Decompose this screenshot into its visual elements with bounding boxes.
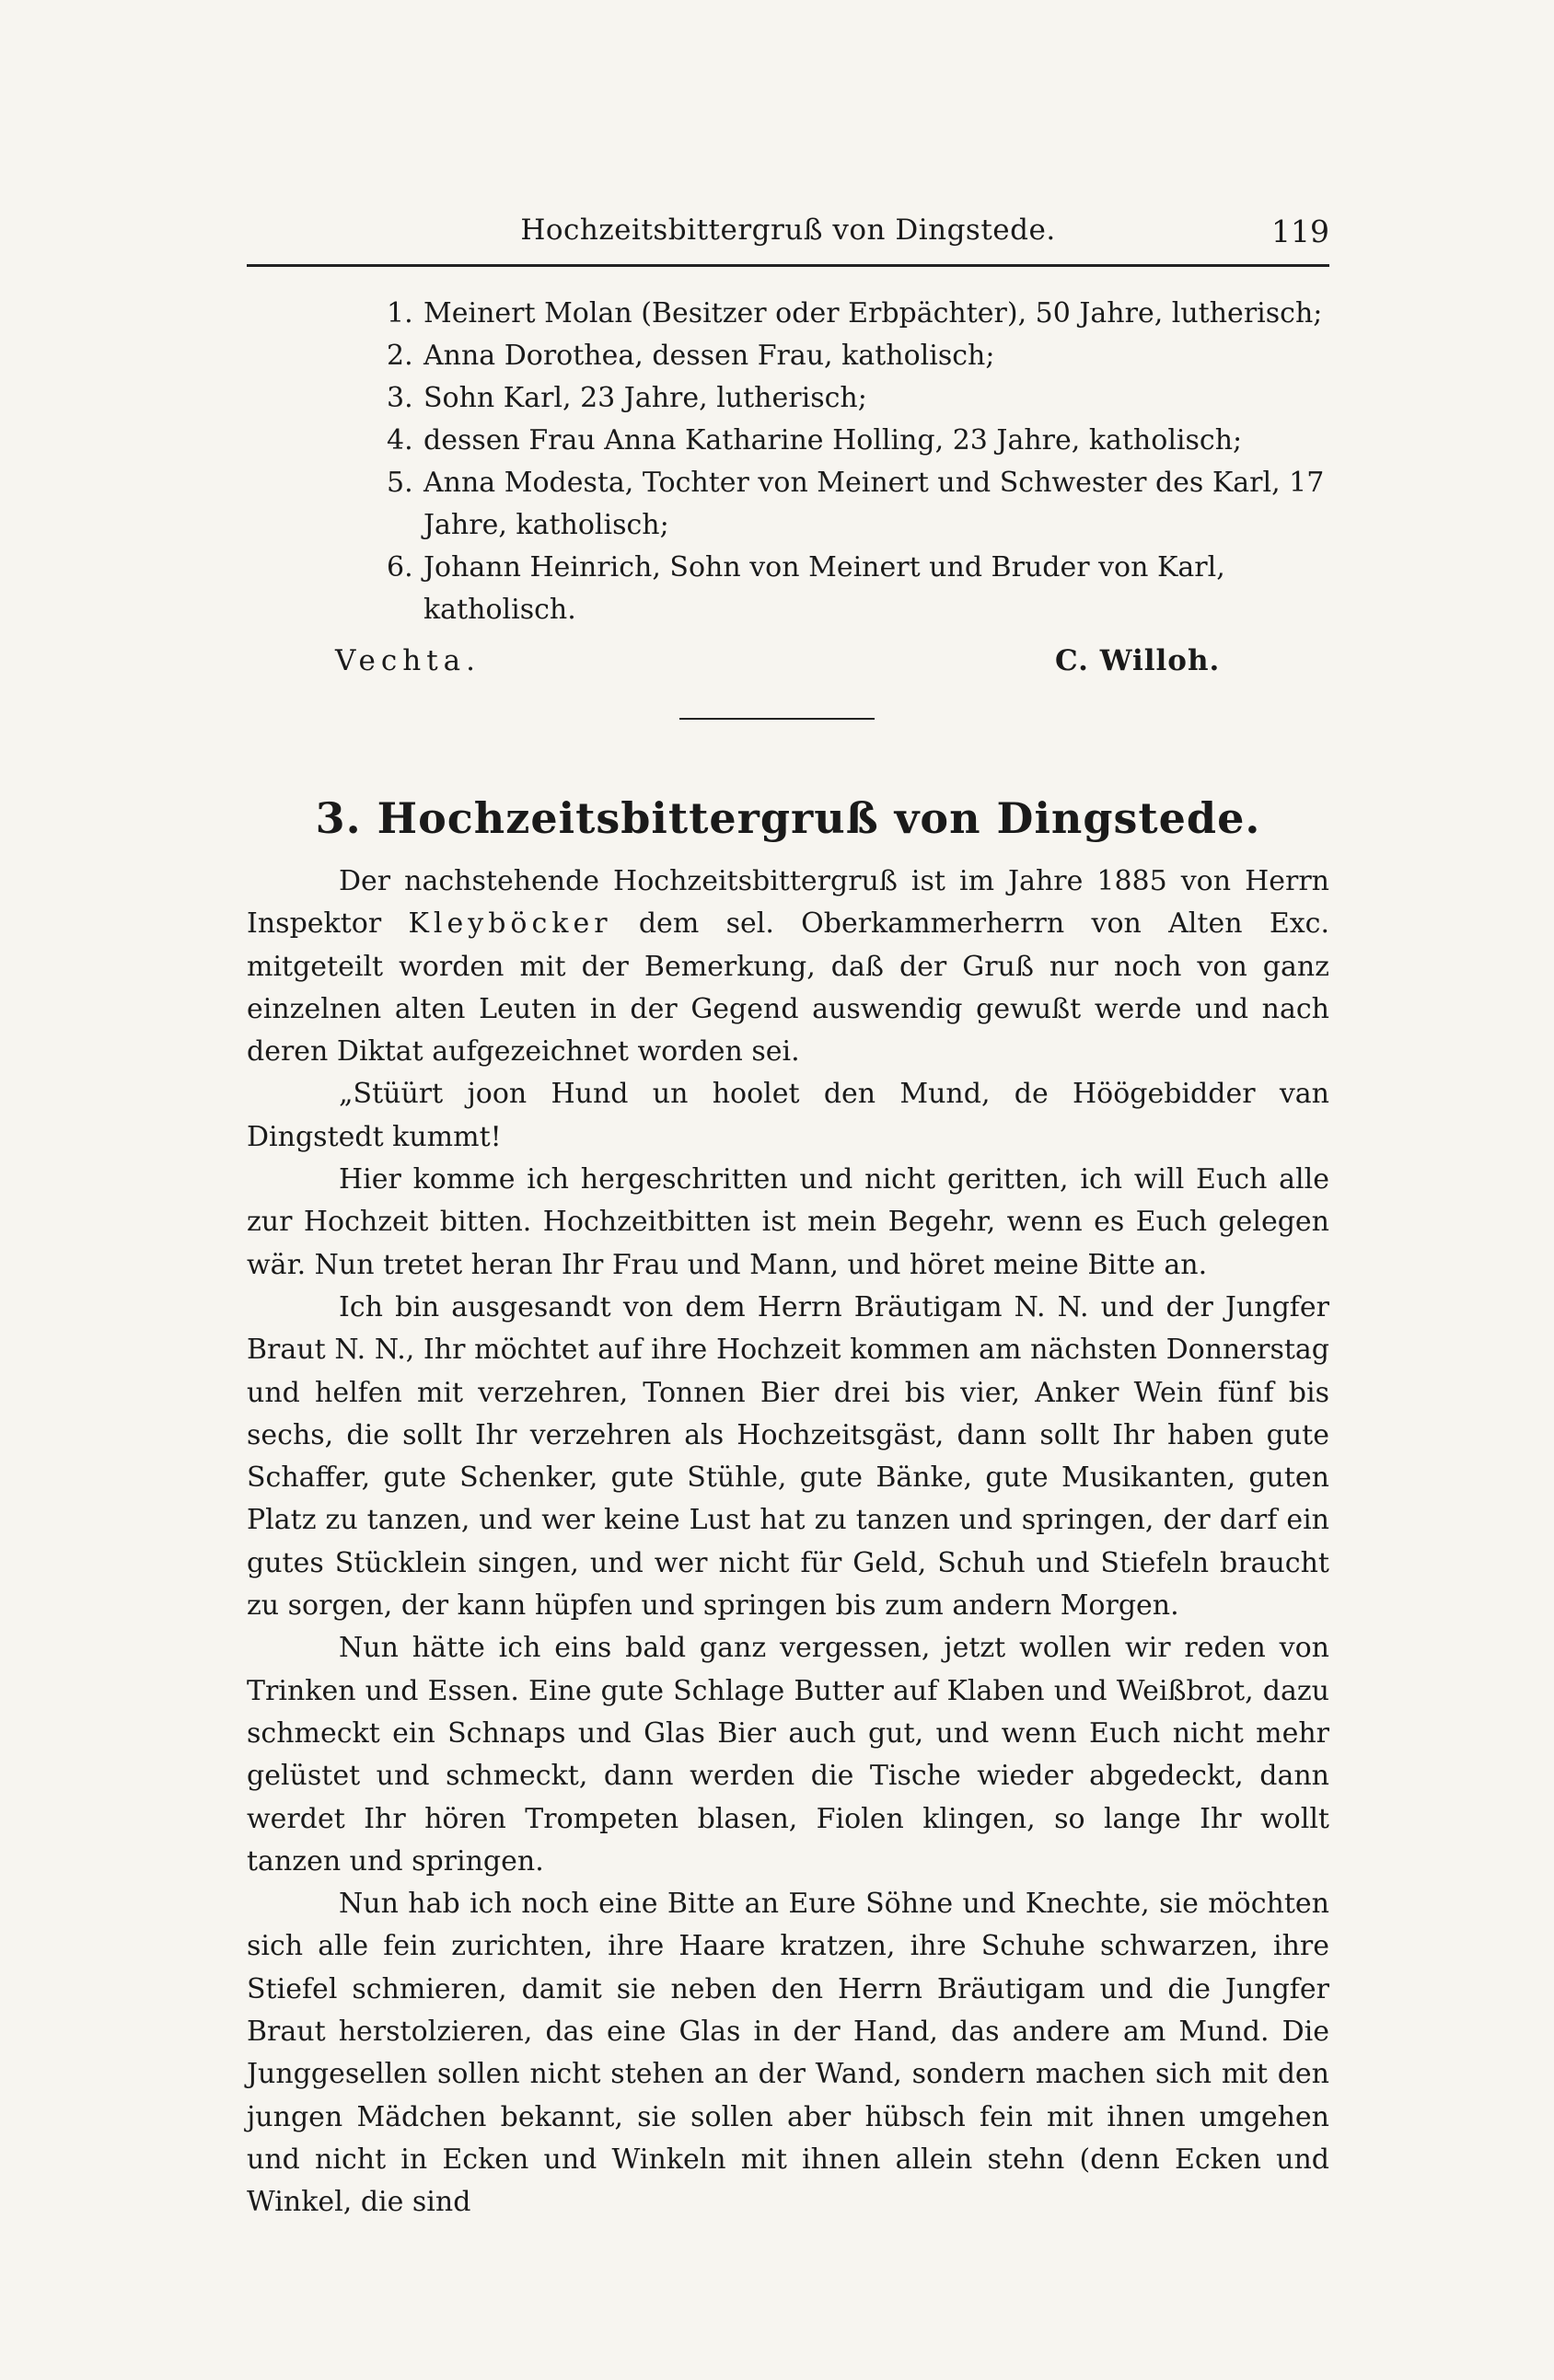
list-text: Johann Heinrich, Sohn von Meinert und Bruder von Karl, katholisch.	[423, 551, 1225, 626]
intro-text-part2: dem sel. Oberkammerherrn von Alten Exc. mitgeteilt worden mit der Bemerkung, daß der Gruß nur noch von ganz einzelnen alten Leuten in der Gegend auswendig gewußt werde und nach deren Diktat aufgezeichnet worden sei.	[247, 907, 1329, 1069]
list-item	[368, 420, 1329, 462]
list-text: Meinert Molan (Besitzer oder Erbpächter), 50 Jahre, lutherisch;	[423, 297, 1323, 329]
list-item	[368, 462, 1329, 547]
running-title: Hochzeitsbittergruß von Dingstede.	[520, 214, 1056, 247]
list-text: Anna Modesta, Tochter von Meinert und Schwester des Karl, 17 Jahre, katholisch;	[423, 467, 1325, 541]
list-number: 2.	[387, 340, 413, 372]
list-text: dessen Frau Anna Katharine Holling, 23 Jahre, katholisch;	[423, 424, 1243, 456]
body-paragraph: Nun hab ich noch eine Bitte an Eure Söhne und Knechte, sie möchten sich alle fein zurichten, ihre Haare kratzen, ihre Schuhe schwarzen, ihre Stiefel schmieren, damit sie neben den Herrn Bräutigam und die Jungfer Braut herstolzieren, das eine Glas in der Hand, das andere am Mund. Die Junggesellen sollen nicht stehen an der Wand, sondern machen sich mit den jungen Mädchen bekannt, sie sollen aber hübsch fein mit ihnen umgehen und nicht in Ecken und Winkeln mit ihnen allein stehn (denn Ecken und Winkel, die sind	[247, 1888, 1329, 2219]
list-text: Anna Dorothea, dessen Frau, katholisch;	[423, 340, 995, 372]
header-rule	[247, 264, 1329, 267]
body-paragraph: Hier komme ich hergeschritten und nicht geritten, ich will Euch alle zur Hochzeit bitten. Hochzeitbitten ist mein Begehr, wenn es Euch gelegen wär. Nun tretet heran Ihr Frau und Mann, und höret meine Bitte an.	[247, 1163, 1329, 1281]
body-paragraph: Ich bin ausgesandt von dem Herrn Bräutigam N. N. und der Jungfer Braut N. N., Ihr möchtet auf ihre Hochzeit kommen am nächsten Donnerstag und helfen mit verzehren, Tonnen Bier drei bis vier, Anker Wein fünf bis sechs, die sollt Ihr verzehren als Hochzeitsgäst, dann sollt Ihr haben gute Schaffer, gute Schenker, gute Stühle, gute Bänke, gute Musikanten, guten Platz zu tanzen, und wer keine Lust hat zu tanzen und springen, der darf ein gutes Stücklein singen, und wer nicht für Geld, Schuh und Stiefeln braucht zu sorgen, der kann hüpfen und springen bis zum andern Morgen.	[247, 1290, 1329, 1623]
list-number: 6.	[387, 551, 413, 583]
list-number: 3.	[387, 382, 413, 414]
list-number: 5.	[387, 467, 413, 499]
list-number: 4.	[387, 424, 413, 456]
page-header	[247, 214, 1329, 258]
signature-author: C. Willoh.	[1055, 644, 1221, 677]
list-item	[368, 547, 1329, 631]
family-list	[368, 293, 1329, 631]
list-text: Sohn Karl, 23 Jahre, lutherisch;	[423, 382, 867, 414]
signature-place: Vechta.	[335, 644, 481, 677]
body-paragraph: „Stüürt joon Hund un hoolet den Mund, de Höögebidder van Dingstedt kummt!	[247, 1078, 1329, 1153]
section-title: 3. Hochzeitsbittergruß von Dingstede.	[315, 793, 1261, 843]
list-item	[368, 377, 1329, 420]
body-paragraph: Nun hätte ich eins bald ganz vergessen, jetzt wollen wir reden von Trinken und Essen. Eine gute Schlage Butter auf Klaben und Weißbrot, dazu schmeckt ein Schnaps und Glas Bier auch gut, und wenn Euch nicht mehr gelüstet und schmeckt, dann werden die Tische wieder abgedeckt, dann werdet Ihr hören Trompeten blasen, Fiolen klingen, so lange Ihr wollt tanzen und springen.	[247, 1632, 1329, 1877]
intro-text-part1: Der nachstehende Hochzeitsbittergruß ist im Jahre 1885 von Herrn Inspektor	[247, 865, 1329, 941]
list-number: 1.	[387, 297, 413, 329]
page-number: 119	[1271, 214, 1329, 249]
section-divider	[679, 718, 875, 720]
inspector-name: Kleyböcker	[408, 907, 612, 941]
intro-paragraph	[247, 861, 1329, 1073]
list-item	[368, 335, 1329, 377]
section-body	[247, 861, 1329, 2224]
signature-row	[335, 644, 1256, 687]
list-item	[368, 293, 1329, 335]
